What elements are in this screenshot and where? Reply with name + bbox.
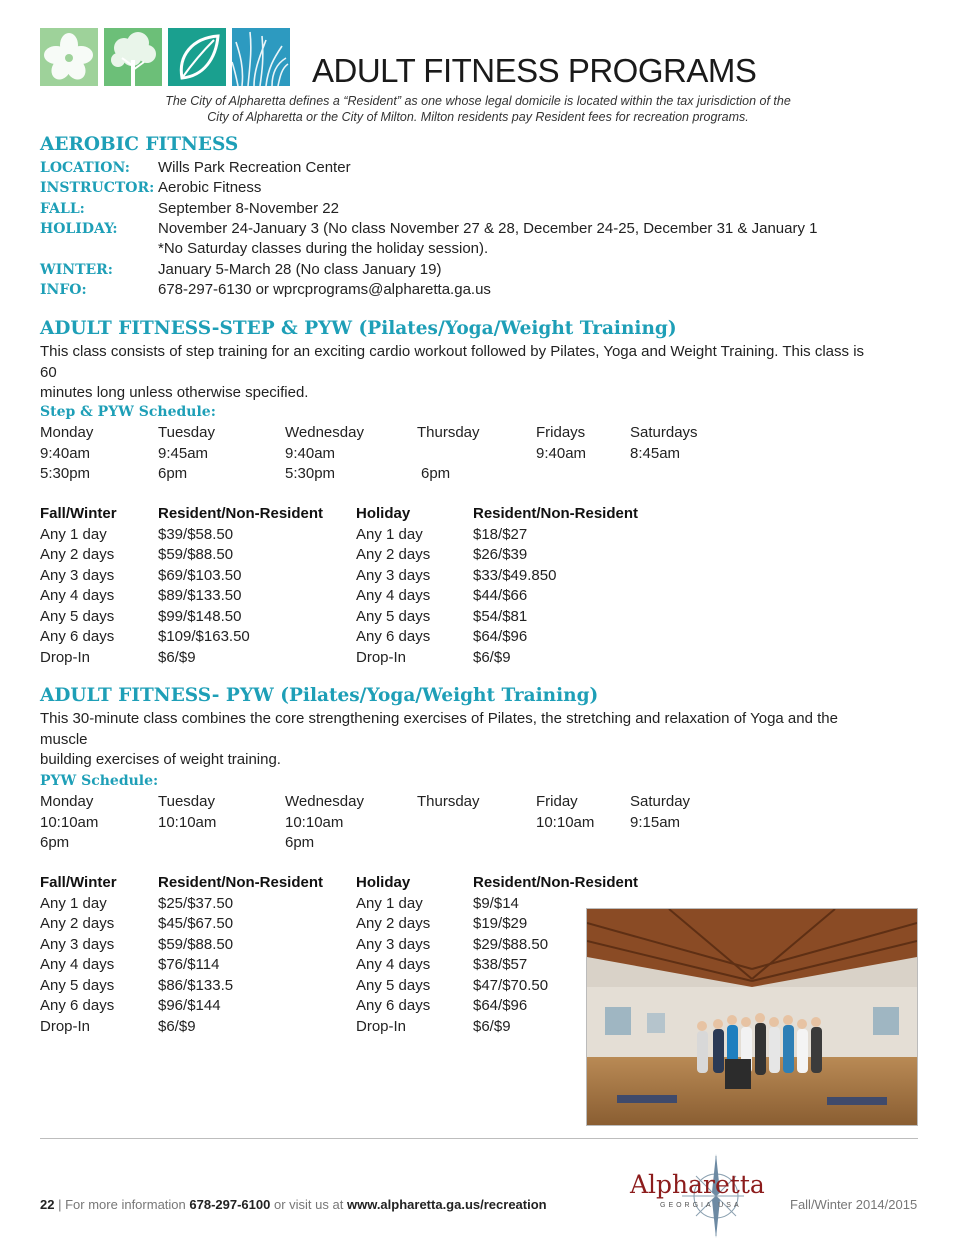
fitness-class-photo [586, 908, 918, 1126]
schedule-time: 9:40am [285, 444, 336, 462]
fees-column-header: Holiday [356, 874, 411, 891]
pyw-description-line-2: building exercises of weight training. [40, 751, 281, 768]
pyw-heading: ADULT FITNESS- PYW (Pilates/Yoga/Weight Training) [40, 685, 599, 706]
schedule-day: Wednesday [285, 793, 364, 810]
leaf-icon [168, 28, 226, 86]
schedule-day: Thursday [417, 424, 480, 441]
hibiscus-flower-icon [40, 28, 98, 86]
aerobic-value: Wills Park Recreation Center [158, 159, 351, 176]
fees-cell: Any 3 days [40, 935, 115, 953]
fees-cell: Any 5 days [40, 976, 115, 994]
schedule-day: Monday [40, 424, 94, 441]
fees-cell: $89/$133.50 [158, 587, 242, 604]
schedule-time: 6pm [421, 465, 451, 482]
fees-column-header: Resident/Non-Resident [473, 505, 639, 522]
fees-cell: Any 2 days [356, 546, 431, 563]
schedule-time: 8:45am [630, 444, 681, 462]
fees-cell: $96/$144 [158, 997, 221, 1014]
fees-cell: $47/$70.50 [473, 976, 549, 994]
fees-cell: Any 3 days [356, 566, 431, 584]
fees-column-header: Fall/Winter [40, 874, 117, 891]
footer-separator: | [58, 1197, 62, 1212]
schedule-time: 6pm [285, 834, 315, 851]
logo-subtext: GEORGIA USA [660, 1202, 742, 1209]
aerobic-value: September 8-November 22 [158, 200, 339, 217]
fees-cell: $109/$163.50 [158, 628, 250, 645]
fees-cell: $18/$27 [473, 525, 528, 543]
fees-cell: Any 5 days [40, 607, 115, 625]
tree-icon [104, 28, 162, 86]
schedule-time: 10:10am [285, 813, 344, 831]
aerobic-label: INSTRUCTOR: [40, 180, 155, 196]
fees-column-header: Resident/Non-Resident [473, 874, 639, 891]
fees-cell: Any 1 day [40, 525, 107, 543]
fees-cell: Any 1 day [356, 525, 423, 543]
resident-note-line-2: City of Alpharetta or the City of Milton. Milton residents pay Resident fees for recreation programs. [207, 110, 749, 124]
fees-cell: Any 4 days [356, 587, 431, 604]
step-description [40, 342, 880, 404]
fees-cell: $45/$67.50 [158, 915, 234, 932]
grass-icon [232, 28, 290, 86]
aerobic-value: 678-297-6130 or wprcprograms@alpharetta.ga.us [158, 281, 491, 298]
fees-cell: $6/$9 [473, 648, 511, 666]
schedule-time: 9:45am [158, 444, 209, 462]
fees-cell: $64/$96 [473, 628, 528, 645]
fees-cell: Any 2 days [356, 915, 431, 932]
fees-cell: Any 5 days [356, 607, 431, 625]
fees-cell: $6/$9 [158, 648, 196, 666]
schedule-day: Tuesday [158, 424, 215, 441]
step-description-line-2: minutes long unless otherwise specified. [40, 384, 309, 401]
footer-info-prefix: For more information [65, 1197, 186, 1212]
fees-column-header: Resident/Non-Resident [158, 874, 324, 891]
step-schedule-label: Step & PYW Schedule: [40, 404, 216, 420]
alpharetta-logo [626, 1152, 765, 1238]
footer-info-mid: or visit us at [273, 1197, 344, 1212]
schedule-time: 6pm [40, 834, 70, 851]
aerobic-label: FALL: [40, 201, 85, 217]
fees-column-header: Fall/Winter [40, 505, 117, 522]
page-title: ADULT FITNESS PROGRAMS [312, 52, 757, 89]
fees-cell: $25/$37.50 [158, 894, 234, 912]
aerobic-label: WINTER: [40, 262, 113, 278]
fees-cell: Drop-In [356, 1017, 407, 1035]
fees-cell: $59/$88.50 [158, 546, 234, 563]
aerobic-value: January 5-March 28 (No class January 19) [158, 261, 442, 278]
pyw-schedule-label: PYW Schedule: [40, 773, 159, 789]
fees-cell: $6/$9 [158, 1017, 196, 1035]
aerobic-label: HOLIDAY: [40, 221, 118, 237]
footer-info [40, 1197, 547, 1212]
schedule-time: 10:10am [40, 813, 99, 831]
schedule-time: 10:10am [536, 813, 595, 831]
schedule-day: Thursday [417, 793, 480, 810]
fees-cell: $69/$103.50 [158, 566, 242, 584]
fees-cell: Any 5 days [356, 976, 431, 994]
fees-cell: Drop-In [356, 648, 407, 666]
fees-cell: $99/$148.50 [158, 607, 242, 625]
fees-cell: $38/$57 [473, 956, 528, 973]
fees-cell: $29/$88.50 [473, 935, 549, 953]
fees-cell: $9/$14 [473, 894, 519, 912]
schedule-day: Saturdays [630, 424, 698, 441]
schedule-day: Monday [40, 793, 94, 810]
fees-cell: Any 4 days [40, 956, 115, 973]
aerobic-value: Aerobic Fitness [158, 179, 262, 196]
resident-note-line-1: The City of Alpharetta defines a “Resident” as one whose legal domicile is located within the tax jurisdiction of the [165, 94, 791, 108]
fees-column-header: Resident/Non-Resident [158, 505, 324, 522]
fees-cell: $76/$114 [158, 956, 220, 973]
fees-cell: $26/$39 [473, 546, 528, 563]
aerobic-heading: AEROBIC FITNESS [40, 134, 239, 155]
season-label: Fall/Winter 2014/2015 [790, 1197, 918, 1212]
schedule-time: 9:15am [630, 813, 681, 831]
schedule-day: Tuesday [158, 793, 215, 810]
fees-cell: Any 4 days [40, 587, 115, 604]
aerobic-label: INFO: [40, 282, 87, 298]
fees-cell: Any 2 days [40, 915, 115, 932]
footer-phone: 678-297-6100 [189, 1197, 271, 1212]
schedule-time: 5:30pm [285, 465, 336, 482]
fees-cell: Any 3 days [356, 935, 431, 953]
pyw-description [40, 709, 880, 771]
fees-cell: Drop-In [40, 648, 91, 666]
fees-cell: Any 1 day [40, 894, 107, 912]
fees-cell: $64/$96 [473, 997, 528, 1014]
fees-cell: $59/$88.50 [158, 935, 234, 953]
fees-cell: $39/$58.50 [158, 525, 234, 543]
schedule-day: Friday [536, 793, 578, 810]
schedule-day: Wednesday [285, 424, 364, 441]
aerobic-value: November 24-January 3 (No class November 27 & 28, December 24-25, December 31 & January 1 [158, 220, 818, 237]
fees-cell: $86/$133.5 [158, 976, 234, 994]
fees-cell: $54/$81 [473, 607, 528, 625]
schedule-time: 5:30pm [40, 465, 91, 482]
pyw-description-line-1: This 30-minute class combines the core strengthening exercises of Pilates, the stretching and relaxation of Yoga and the muscle [40, 710, 838, 748]
schedule-day: Fridays [536, 424, 586, 441]
schedule-time: 6pm [158, 465, 188, 482]
footer-divider [40, 1138, 918, 1139]
fees-cell: Any 2 days [40, 546, 115, 563]
fees-cell: Any 6 days [356, 997, 431, 1014]
fees-cell: $33/$49.850 [473, 566, 557, 584]
fees-cell: Any 6 days [40, 628, 115, 645]
schedule-time: 10:10am [158, 813, 217, 831]
fees-cell: Any 3 days [40, 566, 115, 584]
schedule-day: Saturday [630, 793, 691, 810]
fees-cell: Any 6 days [40, 997, 115, 1014]
step-description-line-1: This class consists of step training for an exciting cardio workout followed by Pilates, Yoga and Weight Training. This class is 60 [40, 343, 865, 381]
page-number: 22 [40, 1197, 55, 1212]
fees-column-header: Holiday [356, 505, 411, 522]
schedule-time: 9:40am [536, 444, 587, 462]
fees-cell: Any 4 days [356, 956, 431, 973]
fees-cell: $6/$9 [473, 1017, 511, 1035]
step-heading: ADULT FITNESS-STEP & PYW (Pilates/Yoga/Weight Training) [40, 318, 677, 339]
schedule-time: 9:40am [40, 444, 91, 462]
footer-url: www.alpharetta.ga.us/recreation [346, 1197, 547, 1212]
logo-text: Alpharetta [630, 1170, 765, 1199]
fees-cell: $44/$66 [473, 587, 528, 604]
fees-cell: Any 1 day [356, 894, 423, 912]
aerobic-value: *No Saturday classes during the holiday session). [158, 240, 489, 257]
fees-cell: Drop-In [40, 1017, 91, 1035]
fees-cell: $19/$29 [473, 915, 528, 932]
aerobic-label: LOCATION: [40, 160, 130, 176]
fees-cell: Any 6 days [356, 628, 431, 645]
